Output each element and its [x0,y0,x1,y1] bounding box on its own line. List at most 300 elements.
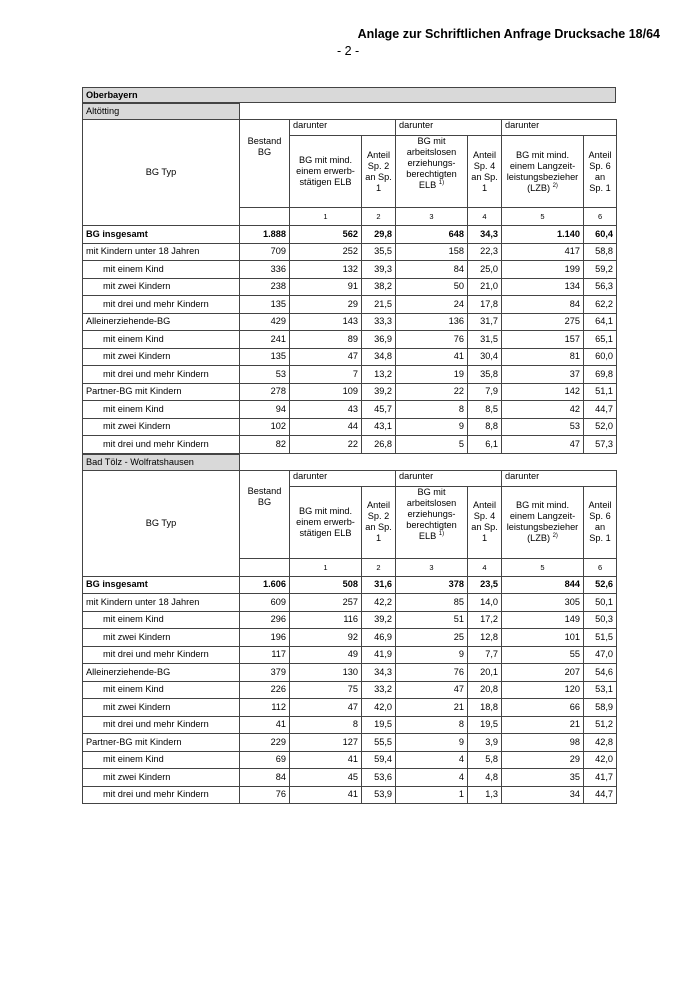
cell-value: 609 [240,594,290,612]
anteil-sp6-header-text: Anteil Sp. 6 an Sp. 1 [588,500,612,543]
cell-value: 130 [290,664,362,682]
cell-value: 92 [290,629,362,647]
cell-value: 34,3 [468,226,502,244]
erwerbstaetig-header-text: BG mit mind. einem erwerb-stätigen ELB [296,155,355,187]
cell-value: 42,0 [362,699,396,717]
cell-value: 50,1 [584,594,617,612]
row-label: Alleinerziehende-BG [83,313,240,331]
cell-value: 41 [290,786,362,804]
cell-value: 41 [396,348,468,366]
cell-value: 51 [396,611,468,629]
cell-value: 7 [290,366,362,384]
row-label: BG insgesamt [83,226,240,244]
row-label: mit einem Kind [83,261,240,279]
cell-value: 34,3 [362,664,396,682]
cell-value: 3,9 [468,734,502,752]
bestand-bg-header-text: Bestand BG [247,486,282,507]
anteil-sp2-header-text: Anteil Sp. 2 an Sp. 1 [365,500,392,543]
darunter-a: darunter [290,470,396,486]
cell-value: 112 [240,699,290,717]
row-label: mit Kindern unter 18 Jahren [83,243,240,261]
cell-value: 20,8 [468,681,502,699]
cell-value: 6,1 [468,436,502,454]
cell-value: 54,6 [584,664,617,682]
region-header-table [82,87,616,103]
cell-value: 47 [396,681,468,699]
cell-value: 29 [502,751,584,769]
row-label: mit zwei Kindern [83,348,240,366]
region-title: Oberbayern [83,88,616,103]
column-number: 3 [396,208,468,226]
cell-value: 65,1 [584,331,617,349]
cell-value: 143 [290,313,362,331]
cell-value: 7,9 [468,383,502,401]
cell-value: 38,2 [362,278,396,296]
cell-value: 41 [290,751,362,769]
column-number: 2 [362,208,396,226]
cell-value: 207 [502,664,584,682]
cell-value: 42 [502,401,584,419]
cell-value: 336 [240,261,290,279]
cell-value: 275 [502,313,584,331]
table-row [83,366,617,384]
langzeit-header [502,136,584,208]
table-row [83,278,617,296]
table-row [83,418,617,436]
cell-value: 241 [240,331,290,349]
cell-value: 4,8 [468,769,502,787]
darunter-b: darunter [396,470,502,486]
cell-value: 53 [240,366,290,384]
row-label: mit einem Kind [83,681,240,699]
row-label: Alleinerziehende-BG [83,664,240,682]
cell-value: 39,3 [362,261,396,279]
cell-value: 50 [396,278,468,296]
cell-value: 44,7 [584,401,617,419]
cell-value: 1.888 [240,226,290,244]
cell-value: 51,1 [584,383,617,401]
anteil-sp4-header [468,136,502,208]
cell-value: 127 [290,734,362,752]
erwerbstaetig-header-text: BG mit mind. einem erwerb-stätigen ELB [296,505,355,538]
column-number: 1 [290,558,362,576]
col1-spacer-cell [240,470,290,486]
cell-value: 64,1 [584,313,617,331]
column-number-blank [240,558,290,576]
table-row [83,436,617,454]
district-name-row [83,104,617,120]
cell-value: 66 [502,699,584,717]
cell-value: 89 [290,331,362,349]
cell-value: 305 [502,594,584,612]
cell-value: 378 [396,576,468,594]
langzeit-header-footnote: 2) [552,182,558,189]
cell-value: 20,1 [468,664,502,682]
cell-value: 8 [290,716,362,734]
cell-value: 69,8 [584,366,617,384]
cell-value: 25 [396,629,468,647]
cell-value: 196 [240,629,290,647]
row-label: mit zwei Kindern [83,418,240,436]
cell-value: 81 [502,348,584,366]
table-row [83,261,617,279]
darunter-c: darunter [502,120,617,136]
cell-value: 9 [396,646,468,664]
table-row [83,594,617,612]
cell-value: 102 [240,418,290,436]
document-title: Anlage zur Schriftlichen Anfrage Drucksache 18/64 [357,27,660,41]
table-row [83,629,617,647]
col1-spacer-cell [240,120,290,136]
bestand-bg-header [240,486,290,558]
table-row [83,331,617,349]
anteil-sp4-header-text: Anteil Sp. 4 an Sp. 1 [471,500,498,543]
cell-value: 25,0 [468,261,502,279]
cell-value: 12,8 [468,629,502,647]
anteil-sp2-header [362,136,396,208]
column-number: 3 [396,558,468,576]
cell-value: 238 [240,278,290,296]
cell-value: 37 [502,366,584,384]
cell-value: 5 [396,436,468,454]
row-label: mit zwei Kindern [83,629,240,647]
row-label: mit zwei Kindern [83,278,240,296]
cell-value: 17,8 [468,296,502,314]
cell-value: 31,6 [362,576,396,594]
cell-value: 26,8 [362,436,396,454]
cell-value: 30,4 [468,348,502,366]
cell-value: 379 [240,664,290,682]
page-number: - 2 - [337,44,360,58]
row-label: mit einem Kind [83,751,240,769]
cell-value: 45 [290,769,362,787]
cell-value: 132 [290,261,362,279]
cell-value: 22 [290,436,362,454]
cell-value: 135 [240,348,290,366]
row-label: mit einem Kind [83,331,240,349]
cell-value: 45,7 [362,401,396,419]
cell-value: 35,5 [362,243,396,261]
cell-value: 417 [502,243,584,261]
cell-value: 42,8 [584,734,617,752]
cell-value: 55 [502,646,584,664]
cell-value: 82 [240,436,290,454]
anteil-sp4-header [468,486,502,558]
cell-value: 135 [240,296,290,314]
table-row [83,734,617,752]
cell-value: 5,8 [468,751,502,769]
anteil-sp4-header-text: Anteil Sp. 4 an Sp. 1 [471,149,498,193]
cell-value: 59,2 [584,261,617,279]
column-number: 2 [362,558,396,576]
cell-value: 35,8 [468,366,502,384]
cell-value: 76 [240,786,290,804]
cell-value: 844 [502,576,584,594]
cell-value: 60,0 [584,348,617,366]
cell-value: 22,3 [468,243,502,261]
erwerbstaetig-header [290,486,362,558]
cell-value: 35 [502,769,584,787]
cell-value: 33,3 [362,313,396,331]
cell-value: 43 [290,401,362,419]
cell-value: 1,3 [468,786,502,804]
langzeit-header-text: BG mit mind. einem Langzeit-leistungsbezieher (LZB) [506,149,579,193]
district-name-spacer [240,454,617,470]
darunter-row [83,470,617,486]
cell-value: 120 [502,681,584,699]
district-name: Bad Tölz - Wolfratshausen [83,454,240,470]
table-row [83,243,617,261]
row-label: mit einem Kind [83,611,240,629]
anteil-sp2-header [362,486,396,558]
region-table-container [82,87,616,804]
cell-value: 36,9 [362,331,396,349]
arbeitslos-header [396,486,468,558]
bestand-bg-header-text: Bestand BG [247,135,282,157]
cell-value: 47,0 [584,646,617,664]
cell-value: 41,9 [362,646,396,664]
cell-value: 51,2 [584,716,617,734]
cell-value: 46,9 [362,629,396,647]
cell-value: 39,2 [362,611,396,629]
anteil-sp6-header [584,486,617,558]
table-row [83,226,617,244]
cell-value: 101 [502,629,584,647]
langzeit-header [502,486,584,558]
row-label: mit zwei Kindern [83,769,240,787]
cell-value: 19,5 [362,716,396,734]
cell-value: 60,4 [584,226,617,244]
row-label: mit einem Kind [83,401,240,419]
cell-value: 47 [290,699,362,717]
cell-value: 9 [396,734,468,752]
cell-value: 18,8 [468,699,502,717]
darunter-b: darunter [396,120,502,136]
cell-value: 29,8 [362,226,396,244]
column-number: 1 [290,208,362,226]
column-number: 6 [584,558,617,576]
cell-value: 8 [396,401,468,419]
cell-value: 91 [290,278,362,296]
cell-value: 44 [290,418,362,436]
cell-value: 7,7 [468,646,502,664]
cell-value: 84 [240,769,290,787]
cell-value: 252 [290,243,362,261]
cell-value: 76 [396,664,468,682]
cell-value: 1 [396,786,468,804]
cell-value: 52,6 [584,576,617,594]
cell-value: 21 [502,716,584,734]
table-row [83,664,617,682]
cell-value: 278 [240,383,290,401]
arbeitslos-header [396,136,468,208]
table-row [83,611,617,629]
row-label: mit drei und mehr Kindern [83,296,240,314]
cell-value: 34 [502,786,584,804]
cell-value: 1.140 [502,226,584,244]
cell-value: 29 [290,296,362,314]
cell-value: 57,3 [584,436,617,454]
cell-value: 41 [240,716,290,734]
cell-value: 44,7 [584,786,617,804]
cell-value: 296 [240,611,290,629]
cell-value: 31,5 [468,331,502,349]
cell-value: 709 [240,243,290,261]
cell-value: 136 [396,313,468,331]
arbeitslos-header-text: BG mit arbeitslosen erziehungs-berechtigten ELB [406,136,457,190]
darunter-c: darunter [502,470,617,486]
table-row [83,401,617,419]
cell-value: 59,4 [362,751,396,769]
darunter-a: darunter [290,120,396,136]
column-number: 4 [468,558,502,576]
district-table [82,103,617,454]
row-label: BG insgesamt [83,576,240,594]
row-label: mit drei und mehr Kindern [83,436,240,454]
cell-value: 158 [396,243,468,261]
cell-value: 21 [396,699,468,717]
column-number-blank [240,208,290,226]
cell-value: 39,2 [362,383,396,401]
cell-value: 53,6 [362,769,396,787]
cell-value: 4 [396,769,468,787]
cell-value: 53,9 [362,786,396,804]
table-row [83,769,617,787]
column-number: 5 [502,208,584,226]
cell-value: 47 [290,348,362,366]
cell-value: 22 [396,383,468,401]
cell-value: 21,0 [468,278,502,296]
cell-value: 134 [502,278,584,296]
bg-typ-header: BG Typ [83,120,240,226]
cell-value: 34,8 [362,348,396,366]
cell-value: 117 [240,646,290,664]
cell-value: 199 [502,261,584,279]
table-row [83,348,617,366]
cell-value: 19,5 [468,716,502,734]
row-label: Partner-BG mit Kindern [83,383,240,401]
cell-value: 58,8 [584,243,617,261]
district-table [82,454,617,805]
column-number: 5 [502,558,584,576]
cell-value: 41,7 [584,769,617,787]
cell-value: 226 [240,681,290,699]
cell-value: 53 [502,418,584,436]
anteil-sp6-header [584,136,617,208]
arbeitslos-header-footnote: 1) [438,530,445,537]
cell-value: 562 [290,226,362,244]
cell-value: 508 [290,576,362,594]
cell-value: 229 [240,734,290,752]
row-label: mit drei und mehr Kindern [83,716,240,734]
cell-value: 19 [396,366,468,384]
cell-value: 648 [396,226,468,244]
cell-value: 56,3 [584,278,617,296]
district-name: Altötting [83,104,240,120]
cell-value: 58,9 [584,699,617,717]
cell-value: 17,2 [468,611,502,629]
cell-value: 8,8 [468,418,502,436]
cell-value: 75 [290,681,362,699]
cell-value: 98 [502,734,584,752]
cell-value: 31,7 [468,313,502,331]
cell-value: 149 [502,611,584,629]
cell-value: 69 [240,751,290,769]
arbeitslos-header-text: BG mit arbeitslosen erziehungs-berechtigten ELB [406,486,457,541]
table-row [83,751,617,769]
row-label: mit drei und mehr Kindern [83,646,240,664]
cell-value: 13,2 [362,366,396,384]
table-row [83,313,617,331]
row-label: mit Kindern unter 18 Jahren [83,594,240,612]
cell-value: 42,2 [362,594,396,612]
anteil-sp2-header-text: Anteil Sp. 2 an Sp. 1 [365,149,392,193]
row-label: mit drei und mehr Kindern [83,366,240,384]
table-row [83,296,617,314]
cell-value: 9 [396,418,468,436]
cell-value: 76 [396,331,468,349]
table-row [83,681,617,699]
cell-value: 62,2 [584,296,617,314]
anteil-sp6-header-text: Anteil Sp. 6 an Sp. 1 [588,149,612,193]
column-number: 6 [584,208,617,226]
cell-value: 55,5 [362,734,396,752]
cell-value: 84 [502,296,584,314]
row-label: mit drei und mehr Kindern [83,786,240,804]
cell-value: 157 [502,331,584,349]
cell-value: 116 [290,611,362,629]
cell-value: 429 [240,313,290,331]
cell-value: 53,1 [584,681,617,699]
table-row [83,699,617,717]
table-row [83,383,617,401]
cell-value: 94 [240,401,290,419]
langzeit-header-footnote: 2) [552,532,558,539]
cell-value: 23,5 [468,576,502,594]
cell-value: 4 [396,751,468,769]
row-label: Partner-BG mit Kindern [83,734,240,752]
column-number: 4 [468,208,502,226]
cell-value: 85 [396,594,468,612]
cell-value: 43,1 [362,418,396,436]
cell-value: 33,2 [362,681,396,699]
cell-value: 49 [290,646,362,664]
district-tables [82,103,616,804]
cell-value: 109 [290,383,362,401]
darunter-row [83,120,617,136]
bestand-bg-header [240,136,290,208]
cell-value: 8,5 [468,401,502,419]
cell-value: 1.606 [240,576,290,594]
district-name-spacer [240,104,617,120]
cell-value: 257 [290,594,362,612]
table-row [83,646,617,664]
arbeitslos-header-footnote: 1) [438,179,445,186]
cell-value: 50,3 [584,611,617,629]
cell-value: 142 [502,383,584,401]
cell-value: 8 [396,716,468,734]
district-name-row [83,454,617,470]
row-label: mit zwei Kindern [83,699,240,717]
cell-value: 51,5 [584,629,617,647]
cell-value: 14,0 [468,594,502,612]
table-row [83,716,617,734]
table-row [83,786,617,804]
table-row [83,576,617,594]
cell-value: 52,0 [584,418,617,436]
cell-value: 84 [396,261,468,279]
cell-value: 42,0 [584,751,617,769]
